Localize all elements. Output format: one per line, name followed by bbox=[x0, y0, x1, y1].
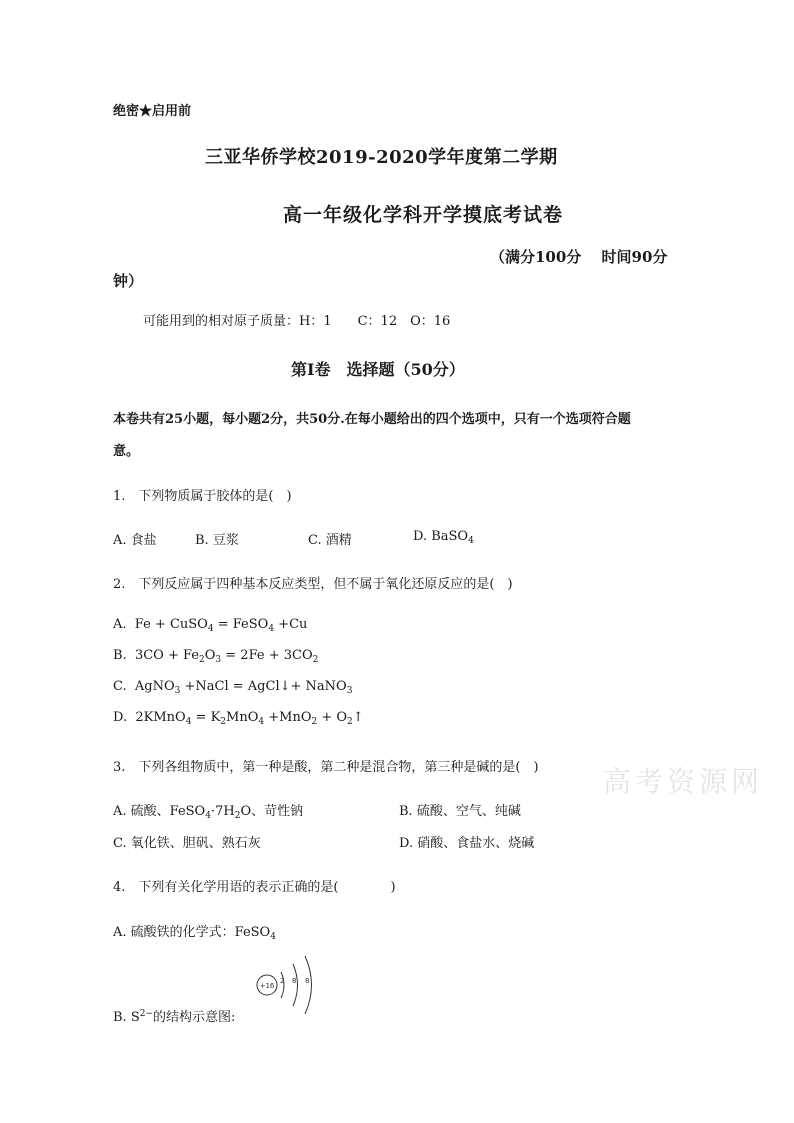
q3-option-b: B. 硫酸、空气、纯碱 bbox=[399, 804, 521, 819]
q2-option-a: A. Fe + CuSO$_4$ = FeSO$_4$ +Cu bbox=[113, 617, 308, 634]
q1-option-d: D. BaSO$_4$ bbox=[413, 529, 474, 546]
question-1-stem: 1. 下列物质属于胶体的是( ) bbox=[113, 489, 292, 504]
q2-option-b: B. $3CO + Fe_2O_3 = 2Fe + 3CO_2$ bbox=[113, 648, 319, 665]
q1-option-a: A. 食盐 bbox=[113, 533, 157, 548]
sulfide-ion-structure-diagram bbox=[254, 952, 324, 1020]
q4-option-a: A. 硫酸铁的化学式：FeSO$_4$ bbox=[113, 925, 276, 942]
question-4-stem: 4. 下列有关化学用语的表示正确的是( ) bbox=[113, 880, 396, 895]
electron-shell-1 bbox=[281, 972, 284, 998]
instructions-line1: 本卷共有25小题，每小题2分，共50分.在每小题给出的四个选项中，只有一个选项符合题 bbox=[113, 412, 631, 427]
q3-option-a: A. 硫酸、$FeSO_4\cdot 7H_2O$、苛性钠 bbox=[113, 804, 304, 821]
q1-option-c: C. 酒精 bbox=[308, 533, 352, 548]
atomic-masses: 可能用到的相对原子质量：H：1 C：12 O：16 bbox=[143, 314, 451, 329]
instructions-line2: 意。 bbox=[113, 444, 140, 459]
question-2-stem: 2. 下列反应属于四种基本反应类型，但不属于氧化还原反应的是( ) bbox=[113, 577, 513, 592]
q2-option-c: C. AgNO$_3$ +NaCl = AgCl↓+ NaNO$_3$ bbox=[113, 679, 353, 696]
score-time-continued: 钟） bbox=[113, 272, 144, 290]
shell-3-electrons: 8 bbox=[305, 977, 310, 985]
exam-title-line2: 高一年级化学科开学摸底考试卷 bbox=[283, 204, 564, 226]
exam-title-line1: 三亚华侨学校2019-2020学年度第二学期 bbox=[205, 147, 558, 168]
q4-option-b: B. $S^{2-}$的结构示意图: bbox=[113, 1009, 236, 1025]
secret-label: 绝密★启用前 bbox=[113, 104, 192, 119]
watermark: 高考资源网 bbox=[603, 765, 764, 798]
q1-option-b: B. 豆浆 bbox=[195, 533, 239, 548]
q3-option-c: C. 氧化铁、胆矾、熟石灰 bbox=[113, 836, 261, 851]
electron-shell-3 bbox=[305, 956, 312, 1014]
q2-option-d: D. 2KMnO$_4$ = $K_2MnO_4 +MnO_2$ + $O_2↑$ bbox=[113, 710, 364, 727]
nucleus-charge: +16 bbox=[259, 982, 275, 990]
shell-1-electrons: 2 bbox=[280, 977, 285, 985]
section-title: 第Ⅰ卷 选择题（50分） bbox=[291, 360, 465, 379]
score-time: （满分100分 时间90分 bbox=[490, 248, 668, 266]
electron-shell-2 bbox=[293, 964, 298, 1006]
q3-option-d: D. 硝酸、食盐水、烧碱 bbox=[399, 836, 535, 851]
question-3-stem: 3. 下列各组物质中，第一种是酸，第二种是混合物，第三种是碱的是( ) bbox=[113, 760, 539, 775]
shell-2-electrons: 8 bbox=[292, 977, 297, 985]
